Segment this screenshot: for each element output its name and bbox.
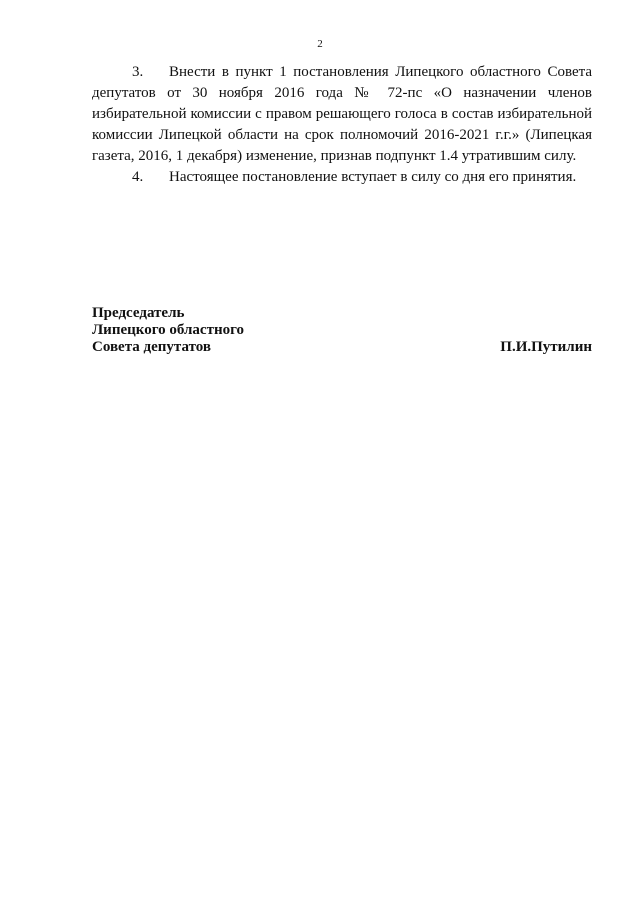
signatory-name: П.И.Путилин (500, 339, 592, 355)
paragraph-text: Внести в пункт 1 постановления Липецкого областного Совета депутатов от 30 ноября 2016 года № 72-пс «О назначении членов избирательной комиссии с правом решающего голоса в состав избирательной комиссии Липецкой области на срок полномочий 2016-2021 г.г.» (Липецкая газета, 2016, 1 декабря) изменение, признав подпункт 1.4 утратившим силу. (92, 64, 592, 164)
paragraph-number: 3. (132, 64, 144, 80)
page-number: 2 (317, 38, 323, 50)
document-body (92, 62, 592, 188)
signature-final-line (92, 339, 592, 356)
paragraph-4 (92, 167, 592, 188)
signature-block (92, 305, 592, 356)
paragraph-number: 4. (132, 169, 144, 185)
signature-title-line-1: Председатель (92, 305, 185, 321)
signature-title-line-3: Совета депутатов (92, 339, 211, 355)
signature-title-line-2: Липецкого областного (92, 322, 245, 338)
paragraph-3 (92, 62, 592, 167)
paragraph-text: Настоящее постановление вступает в силу со дня его принятия. (169, 169, 577, 185)
